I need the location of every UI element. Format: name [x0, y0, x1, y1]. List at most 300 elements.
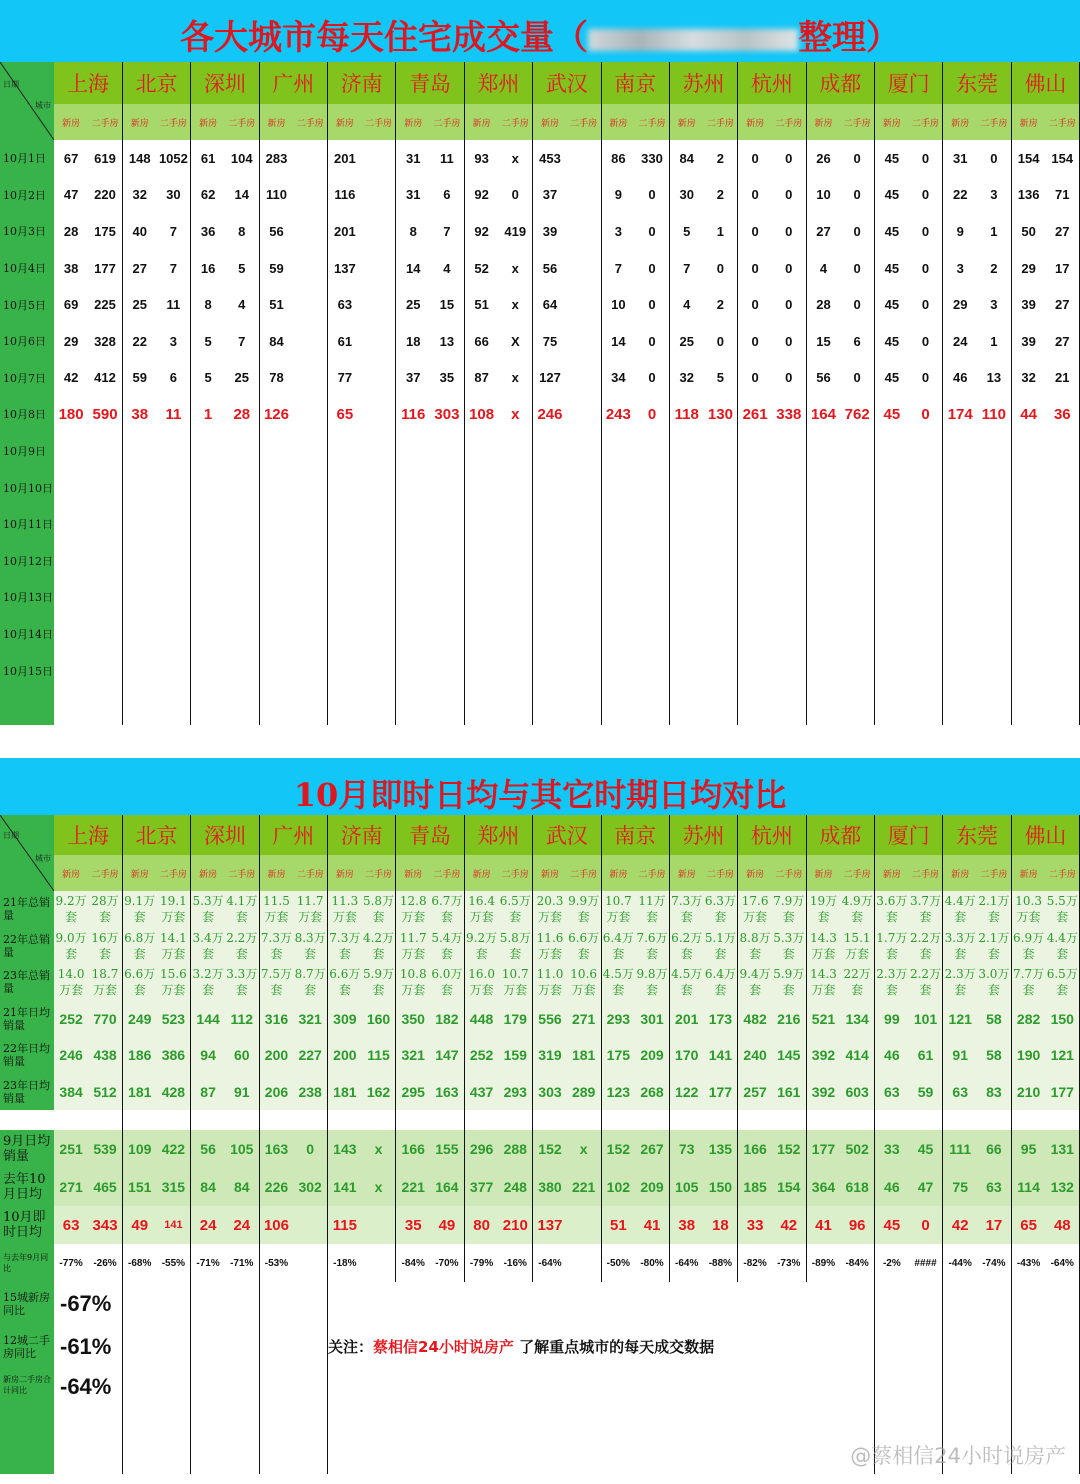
summary-value: -67%	[54, 1282, 122, 1325]
data-cell: 5	[204, 333, 212, 349]
data-cell	[840, 506, 874, 543]
corner-cell	[0, 62, 54, 140]
row-date-label: 10月6日	[0, 323, 54, 360]
table-row	[0, 1001, 1080, 1038]
data-cell: 173	[704, 1001, 738, 1038]
data-cell: 106	[259, 1206, 293, 1244]
data-cell	[498, 652, 532, 689]
data-cell: 321	[293, 1001, 327, 1038]
data-cell: 91	[943, 1037, 977, 1074]
data-cell: 141	[157, 1206, 191, 1244]
data-cell: 7	[614, 260, 622, 276]
row-date-label: 10月12日	[0, 543, 54, 580]
sub-header-second: 二手房	[635, 104, 669, 140]
data-cell	[533, 469, 567, 506]
data-cell: 512	[88, 1074, 122, 1111]
data-cell: 18	[405, 333, 421, 349]
data-cell: 301	[635, 1001, 669, 1038]
data-cell: 330	[635, 140, 669, 177]
data-cell: 122	[669, 1074, 703, 1111]
data-cell: 6.2万套	[669, 928, 703, 965]
data-cell: 39	[542, 223, 558, 239]
city-header: 杭州	[738, 62, 806, 104]
data-cell: 201	[669, 1001, 703, 1038]
city-header: 北京	[122, 62, 190, 104]
data-cell: 0	[909, 140, 943, 177]
data-cell: 24	[191, 1206, 225, 1244]
empty-cell	[601, 689, 635, 725]
city-header: 深圳	[191, 62, 259, 104]
data-cell: 112	[225, 1001, 259, 1038]
data-cell	[464, 433, 498, 470]
data-cell: 27	[816, 223, 831, 239]
spacer-cell	[328, 1110, 362, 1130]
empty-cell	[498, 1368, 532, 1474]
data-cell	[498, 506, 532, 543]
data-cell: 18.7万套	[88, 964, 122, 1001]
data-cell: -88%	[704, 1244, 738, 1282]
data-cell: 338	[772, 396, 806, 433]
data-cell: x	[498, 396, 532, 433]
data-cell: 4.4万套	[943, 891, 977, 928]
data-cell	[601, 433, 635, 470]
empty-cell	[122, 689, 156, 725]
empty-cell	[875, 1282, 909, 1325]
data-cell: -73%	[772, 1244, 806, 1282]
empty-cell	[88, 689, 122, 725]
data-cell: 137	[533, 1206, 567, 1244]
data-cell: 137	[333, 260, 356, 276]
data-cell: 6	[157, 360, 191, 397]
data-cell: 4	[819, 260, 828, 276]
data-cell	[601, 616, 635, 653]
data-cell: 8	[225, 213, 259, 250]
data-cell	[977, 543, 1011, 580]
sub-header-new: 新房	[54, 104, 88, 140]
data-cell: 62	[200, 187, 216, 203]
data-cell: 166	[396, 1130, 430, 1168]
data-cell: 216	[772, 1001, 806, 1038]
data-cell: 0	[909, 286, 943, 323]
data-cell	[567, 1244, 601, 1282]
empty-cell	[328, 1368, 362, 1474]
data-cell: 10.3万套	[1011, 891, 1045, 928]
data-cell: 69	[63, 297, 79, 313]
data-cell: 27	[1045, 213, 1079, 250]
data-cell	[875, 543, 909, 580]
data-cell: 163	[430, 1074, 464, 1111]
data-cell	[806, 579, 840, 616]
data-cell	[362, 543, 396, 580]
data-cell: 17.6万套	[738, 891, 772, 928]
data-cell: 6	[840, 323, 874, 360]
empty-cell	[259, 689, 293, 725]
data-cell: 9	[956, 223, 964, 239]
empty-cell	[840, 689, 874, 725]
summary-row	[0, 1282, 1080, 1325]
data-cell	[498, 543, 532, 580]
data-cell: 240	[738, 1037, 772, 1074]
comparison-title: 10月即时日均与其它时期日均对比	[293, 776, 787, 814]
data-cell: -64%	[675, 1257, 699, 1269]
empty-cell	[738, 689, 772, 725]
data-cell: -53%	[264, 1257, 289, 1269]
data-cell: 6.5万套	[498, 891, 532, 928]
empty-cell	[977, 689, 1011, 725]
data-cell: 350	[396, 1001, 430, 1038]
data-cell: 1	[704, 213, 738, 250]
data-cell: 46	[875, 1037, 909, 1074]
data-cell	[293, 396, 327, 433]
data-cell: 48	[1045, 1206, 1079, 1244]
data-cell: 92	[474, 223, 489, 239]
data-cell: -79%	[469, 1257, 494, 1269]
data-cell: 6	[430, 177, 464, 214]
data-cell: 45	[909, 1130, 943, 1168]
city-header: 上海	[54, 62, 122, 104]
daily-volume-table	[0, 62, 1080, 725]
data-cell: 7.3万套	[259, 928, 293, 965]
data-cell	[430, 433, 464, 470]
data-cell: 87	[474, 370, 489, 386]
data-cell: 182	[430, 1001, 464, 1038]
data-cell: 9.0万套	[54, 928, 88, 965]
data-cell: 0	[840, 177, 874, 214]
sub-header-second: 二手房	[293, 855, 327, 891]
row-label: 21年日均销量	[0, 1001, 54, 1038]
spacer-cell	[635, 1110, 669, 1130]
data-cell	[669, 579, 703, 616]
data-cell: 63	[54, 1206, 88, 1244]
data-cell: 437	[464, 1074, 498, 1111]
data-cell	[533, 543, 567, 580]
data-cell: 28	[816, 297, 831, 313]
data-cell: 177	[88, 250, 122, 287]
data-cell: 27	[1045, 323, 1079, 360]
data-cell: 11.7万套	[396, 928, 430, 965]
data-cell: 66	[977, 1130, 1011, 1168]
data-cell: 63	[875, 1074, 909, 1111]
data-cell	[259, 469, 293, 506]
data-cell	[806, 616, 840, 653]
data-cell: 30	[157, 177, 191, 214]
empty-cell	[772, 1368, 806, 1474]
data-cell: 123	[601, 1074, 635, 1111]
data-cell: 0	[635, 177, 669, 214]
sub-header-second: 二手房	[362, 855, 396, 891]
data-cell	[738, 469, 772, 506]
data-cell: 15.6万套	[157, 964, 191, 1001]
data-cell	[122, 506, 156, 543]
sub-header-new: 新房	[875, 855, 909, 891]
sub-header-second: 二手房	[567, 104, 601, 140]
data-cell: 0	[772, 213, 806, 250]
table-row	[0, 250, 1080, 287]
sub-header-new: 新房	[328, 104, 362, 140]
data-cell	[533, 433, 567, 470]
data-cell: 438	[88, 1037, 122, 1074]
sub-header-second: 二手房	[635, 855, 669, 891]
data-cell: x	[498, 286, 532, 323]
data-cell: 175	[601, 1037, 635, 1074]
data-cell	[840, 469, 874, 506]
data-cell	[293, 286, 327, 323]
data-cell: 141	[704, 1037, 738, 1074]
data-cell: 45	[884, 370, 900, 386]
sub-header-new: 新房	[943, 855, 977, 891]
data-cell	[943, 433, 977, 470]
data-cell: 39	[1021, 333, 1036, 349]
data-cell	[567, 213, 601, 250]
data-cell: 521	[806, 1001, 840, 1038]
city-header: 青岛	[396, 815, 464, 855]
data-cell: 121	[1045, 1037, 1079, 1074]
data-cell	[293, 1206, 327, 1244]
data-cell	[772, 433, 806, 470]
data-cell	[772, 543, 806, 580]
spacer-cell	[430, 1110, 464, 1130]
data-cell	[362, 360, 396, 397]
data-cell: 126	[263, 405, 289, 423]
city-header: 青岛	[396, 62, 464, 104]
data-cell: 5.5万套	[1045, 891, 1079, 928]
data-cell	[191, 616, 225, 653]
data-cell: 7.3万套	[328, 928, 362, 965]
data-cell: 7.3万套	[669, 891, 703, 928]
sub-header-new: 新房	[533, 104, 567, 140]
data-cell: 0	[635, 360, 669, 397]
data-cell: 539	[88, 1130, 122, 1168]
data-cell: 5.8万套	[362, 891, 396, 928]
empty-cell	[157, 689, 191, 725]
data-cell	[259, 652, 293, 689]
empty-cell	[191, 1282, 225, 1325]
data-cell: 96	[840, 1206, 874, 1244]
row-date-label: 10月9日	[0, 433, 54, 470]
data-cell: -43%	[1016, 1257, 1041, 1269]
data-cell	[88, 506, 122, 543]
data-cell: 49	[430, 1206, 464, 1244]
empty-cell	[1011, 1282, 1045, 1325]
data-cell: 9.2万套	[54, 891, 88, 928]
data-cell: 3	[956, 260, 964, 276]
empty-cell	[362, 689, 396, 725]
data-cell	[157, 506, 191, 543]
empty-cell	[875, 1325, 909, 1368]
table-row	[0, 396, 1080, 433]
data-cell: 0	[909, 250, 943, 287]
empty-cell	[362, 1368, 396, 1474]
spacer-cell	[259, 1110, 293, 1130]
data-cell: 22	[952, 187, 968, 203]
data-cell: 343	[88, 1206, 122, 1244]
data-cell: 386	[157, 1037, 191, 1074]
data-cell: 32	[679, 370, 694, 386]
data-cell: 46	[952, 370, 968, 386]
data-cell: x	[498, 360, 532, 397]
data-cell	[977, 469, 1011, 506]
data-cell: 0	[909, 213, 943, 250]
data-cell: 380	[533, 1168, 567, 1206]
row-label: 23年日均销量	[0, 1074, 54, 1111]
data-cell	[362, 250, 396, 287]
data-cell: 201	[333, 150, 356, 166]
table-row	[0, 140, 1080, 177]
data-cell	[396, 506, 430, 543]
data-cell: 0	[909, 1206, 943, 1244]
data-cell: 414	[840, 1037, 874, 1074]
empty-cell	[328, 1282, 362, 1325]
data-cell	[909, 543, 943, 580]
data-cell: 0	[635, 213, 669, 250]
data-cell	[772, 469, 806, 506]
data-cell	[738, 579, 772, 616]
sub-header-new: 新房	[396, 855, 430, 891]
data-cell: 102	[601, 1168, 635, 1206]
data-cell: 29	[952, 297, 968, 313]
data-cell	[464, 543, 498, 580]
data-cell	[909, 506, 943, 543]
data-cell: 261	[742, 405, 768, 423]
data-cell	[328, 506, 362, 543]
data-cell	[977, 433, 1011, 470]
data-cell: 17	[1045, 250, 1079, 287]
data-cell: 41	[806, 1206, 840, 1244]
data-cell	[840, 543, 874, 580]
sub-header-second: 二手房	[772, 855, 806, 891]
data-cell	[362, 433, 396, 470]
data-cell	[567, 543, 601, 580]
note-prefix: 关注：	[328, 1338, 374, 1356]
data-cell	[191, 579, 225, 616]
data-cell	[498, 579, 532, 616]
table-row	[0, 579, 1080, 616]
data-cell: 2.1万套	[977, 891, 1011, 928]
data-cell	[533, 579, 567, 616]
data-cell: 0	[635, 396, 669, 433]
data-cell: 293	[498, 1074, 532, 1111]
row-date-label: 10月1日	[0, 140, 54, 177]
empty-cell	[669, 1368, 703, 1474]
table-row	[0, 616, 1080, 653]
data-cell: 94	[191, 1037, 225, 1074]
data-cell: 392	[806, 1037, 840, 1074]
data-cell	[567, 579, 601, 616]
data-cell: 21	[1045, 360, 1079, 397]
data-cell: 42	[63, 370, 79, 386]
data-cell	[362, 213, 396, 250]
data-cell: 11.7万套	[293, 891, 327, 928]
note-suffix: 了解重点城市的每天成交数据	[513, 1338, 715, 1356]
data-cell: 268	[635, 1074, 669, 1111]
data-cell: 1	[203, 405, 213, 423]
data-cell: 22	[132, 333, 147, 349]
data-cell	[567, 1206, 601, 1244]
data-cell: 252	[464, 1037, 498, 1074]
data-cell: 590	[88, 396, 122, 433]
data-cell: 63	[943, 1074, 977, 1111]
sub-header-new: 新房	[738, 104, 772, 140]
data-cell: 130	[704, 396, 738, 433]
data-cell	[1045, 506, 1079, 543]
data-cell	[977, 506, 1011, 543]
empty-cell	[772, 1282, 806, 1325]
data-cell: 77	[337, 370, 353, 386]
data-cell	[840, 433, 874, 470]
sub-header-second: 二手房	[1045, 855, 1079, 891]
data-cell: 618	[840, 1168, 874, 1206]
data-cell	[738, 543, 772, 580]
data-cell: 319	[533, 1037, 567, 1074]
sub-header-new: 新房	[669, 855, 703, 891]
data-cell: 148	[128, 150, 151, 166]
data-cell: 61	[200, 150, 216, 166]
data-cell	[396, 433, 430, 470]
city-header: 上海	[54, 815, 122, 855]
data-cell	[191, 469, 225, 506]
empty-cell	[157, 1325, 191, 1368]
data-cell: 315	[157, 1168, 191, 1206]
data-cell: 16万套	[88, 928, 122, 965]
data-cell	[225, 652, 259, 689]
data-cell: 209	[635, 1168, 669, 1206]
data-cell: 7.7万套	[1011, 964, 1045, 1001]
data-cell: 14	[225, 177, 259, 214]
data-cell: 166	[738, 1130, 772, 1168]
data-cell: 0	[909, 360, 943, 397]
data-cell: 4	[225, 286, 259, 323]
data-cell: 5.8万套	[498, 928, 532, 965]
data-cell: 45	[883, 405, 901, 423]
data-cell: x	[362, 1130, 396, 1168]
data-cell: 181	[122, 1074, 156, 1111]
data-cell: 99	[875, 1001, 909, 1038]
data-cell: -77%	[59, 1257, 83, 1269]
sub-header-second: 二手房	[430, 855, 464, 891]
data-cell	[54, 506, 88, 543]
data-cell	[464, 616, 498, 653]
data-cell: 10.6万套	[567, 964, 601, 1001]
data-cell	[533, 506, 567, 543]
data-cell	[943, 652, 977, 689]
empty-cell	[1045, 1325, 1079, 1368]
data-cell	[1045, 543, 1079, 580]
empty-cell	[875, 689, 909, 725]
table-row	[0, 964, 1080, 1001]
data-cell: 101	[909, 1001, 943, 1038]
empty-cell	[293, 1368, 327, 1474]
data-cell	[362, 469, 396, 506]
data-cell: 5	[204, 370, 212, 386]
data-cell: 87	[191, 1074, 225, 1111]
city-header: 成都	[806, 815, 874, 855]
empty-cell	[669, 1282, 703, 1325]
table-row	[0, 1206, 1080, 1244]
data-cell: 34	[611, 370, 626, 386]
data-cell	[840, 652, 874, 689]
data-cell	[567, 506, 601, 543]
data-cell: 762	[840, 396, 874, 433]
empty-cell	[943, 1282, 977, 1325]
data-cell	[259, 433, 293, 470]
data-cell	[704, 506, 738, 543]
data-cell: 50	[1021, 223, 1036, 239]
spacer-cell	[396, 1110, 430, 1130]
data-cell: 3.4万套	[191, 928, 225, 965]
data-cell	[259, 616, 293, 653]
data-cell	[943, 616, 977, 653]
data-cell: 2.3万套	[943, 964, 977, 1001]
